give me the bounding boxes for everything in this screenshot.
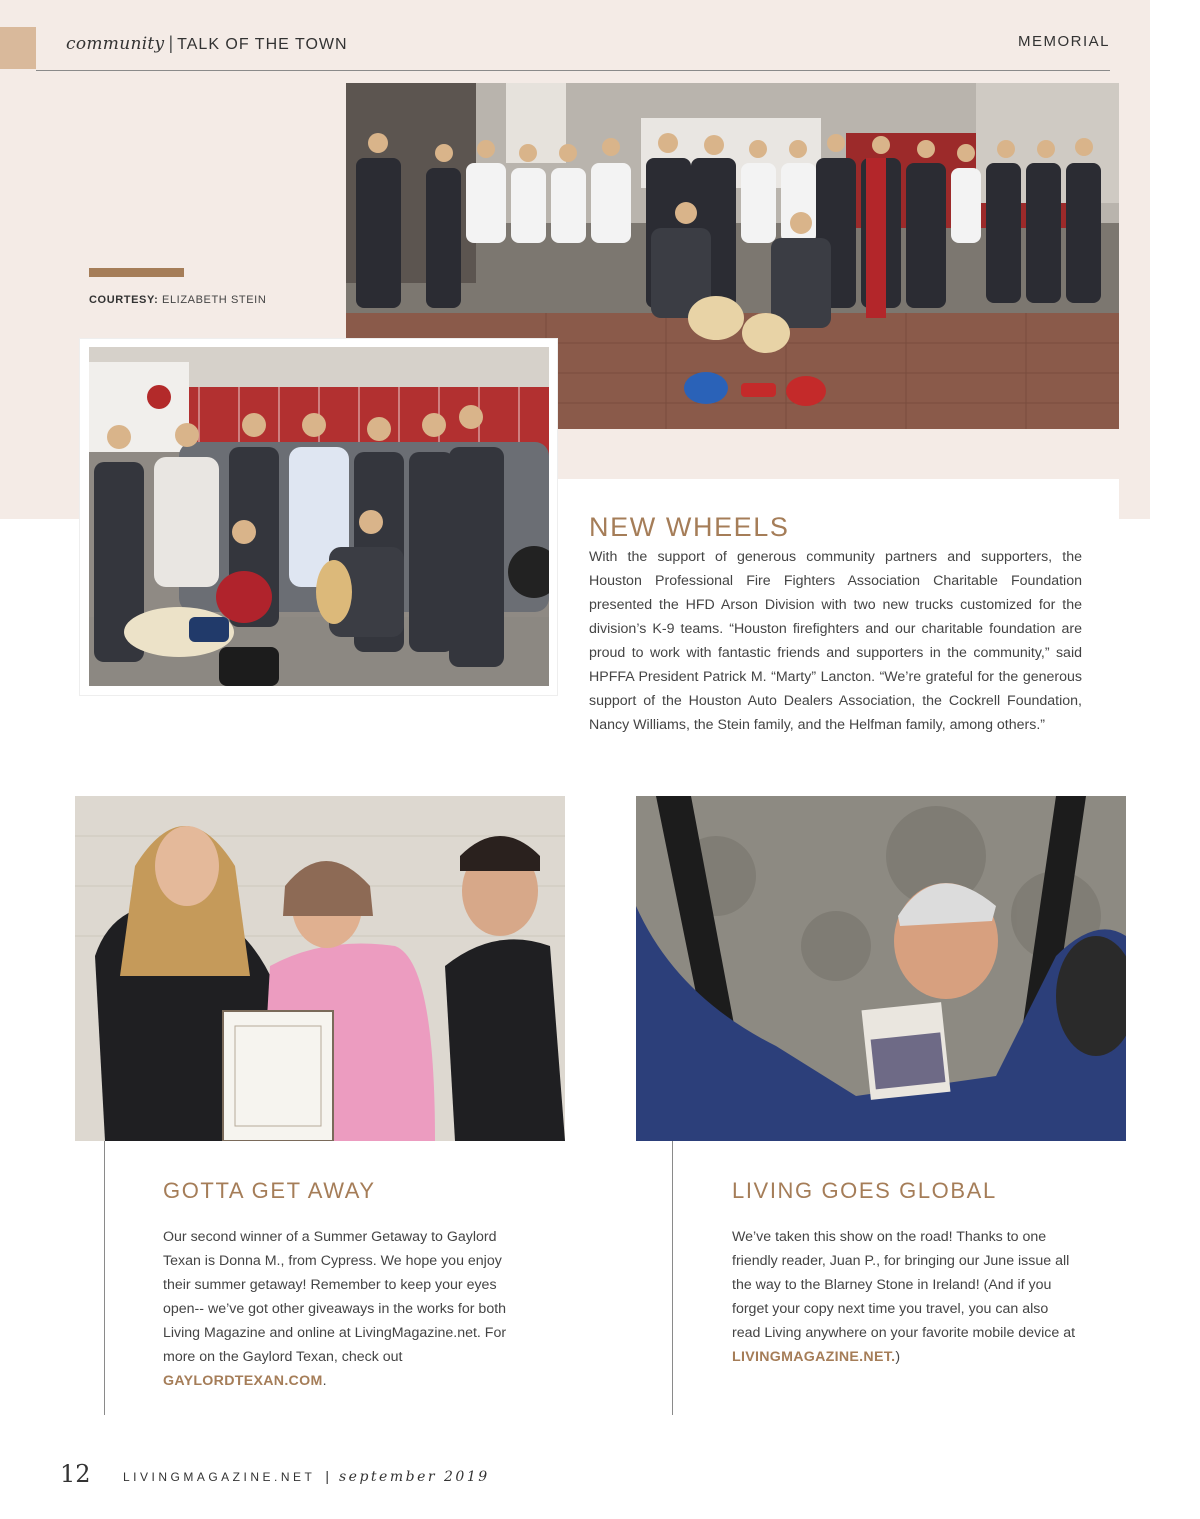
corner-color-tab (0, 27, 36, 69)
global-body-end: ) (895, 1349, 901, 1365)
photo-credit (89, 294, 266, 306)
footer-date: september 2019 (339, 1469, 490, 1485)
edition-label: MEMORIAL (1017, 33, 1110, 50)
article-body-global (732, 1225, 1077, 1369)
headline-gotta-get-away: GOTTA GET AWAY (163, 1178, 376, 1203)
page-number: 12 (60, 1460, 91, 1488)
global-body-text: We’ve taken this show on the road! Thanks to one friendly reader, Juan P., for bringing our June issue all the way to the Blarney Stone in Ireland! (And if you forget your copy next time you travel, you can also read Living anywhere on your favorite mobile device at (732, 1229, 1076, 1341)
section-separator: | (168, 33, 174, 53)
footer-separator: | (325, 1468, 329, 1484)
section-label (66, 33, 348, 54)
blarney-stone-photo (636, 796, 1126, 1141)
winner-photo-image (75, 796, 565, 1141)
photo-credit-name: ELIZABETH STEIN (162, 294, 267, 306)
header-divider (36, 70, 1110, 71)
accent-bar (89, 268, 184, 277)
inset-photo-image (89, 347, 549, 686)
footer (123, 1468, 490, 1486)
gaylordtexan-link[interactable]: GAYLORDTEXAN.COM (163, 1373, 323, 1389)
photo-credit-label: COURTESY: (89, 294, 159, 306)
headline-new-wheels: NEW WHEELS (589, 512, 790, 542)
section-name: community (66, 34, 165, 54)
blarney-photo-image (636, 796, 1126, 1141)
getaway-body-text: Our second winner of a Summer Getaway to Gaylord Texan is Donna M., from Cypress. We hope you enjoy their summer getaway! Remember to keep your eyes open-- we’ve got other giveaways in the works for both Living Magazine and online at LivingMagazine.net. For more on the Gaylord Texan, check out (163, 1229, 507, 1365)
article-body-new-wheels: With the support of generous community partners and supporters, the Houston Professional Fire Fighters Association Charitable Foundation presented the HFD Arson Division with two new trucks customized for the division’s K-9 teams. “Houston firefighters and our charitable foundation are proud to work with fantastic friends and supporters in the community,” said HPFFA President Patrick M. “Marty” Lancton. “We’re grateful for the generous support of the Houston Auto Dealers Association, the Cockrell Foundation, Nancy Williams, the Stein family, and the Helfman family, among others.” (589, 549, 1082, 733)
article-body-getaway (163, 1225, 533, 1393)
winner-photo (75, 796, 565, 1141)
footer-site: LIVINGMAGAZINE.NET (123, 1470, 316, 1484)
livingmagazine-link[interactable]: LIVINGMAGAZINE.NET. (732, 1349, 896, 1365)
headline-living-goes-global: LIVING GOES GLOBAL (732, 1178, 997, 1203)
column-rule-left (104, 1141, 105, 1415)
inset-photo-trucks (89, 347, 549, 686)
getaway-body-end: . (322, 1373, 327, 1389)
column-rule-right (672, 1141, 673, 1415)
subsection-name: TALK OF THE TOWN (177, 36, 348, 53)
